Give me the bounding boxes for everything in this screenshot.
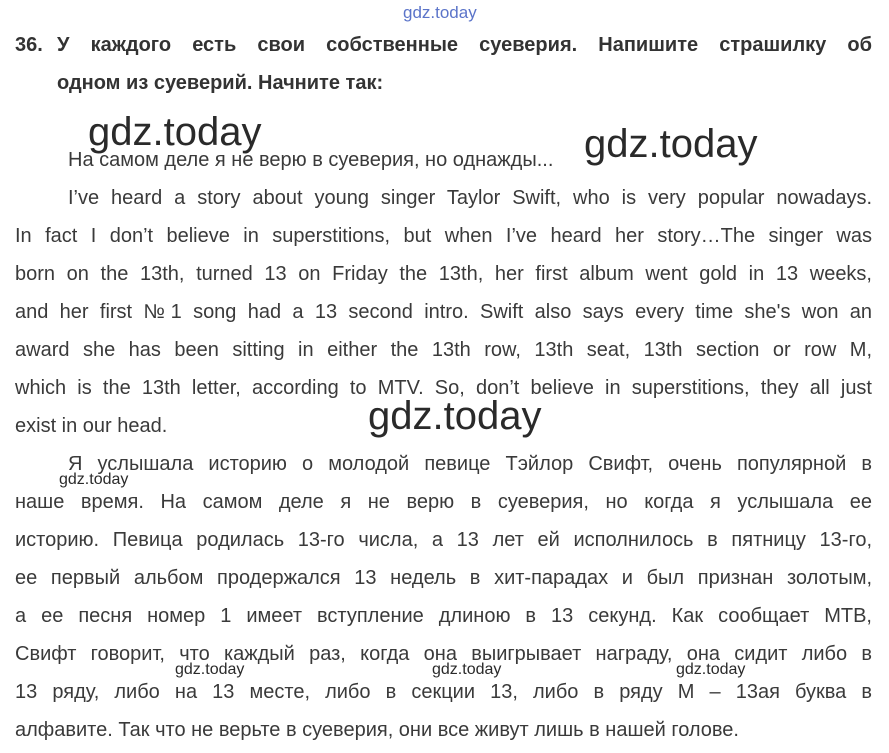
english-line: born on the 13th, turned 13 on Friday the 13th, her first album went gold in 13 weeks, — [15, 263, 872, 285]
english-line: exist in our head. — [15, 415, 168, 437]
english-line: which is the 13th letter, according to MTV. So, don’t believe in superstitions, they all just — [15, 377, 872, 399]
watermark: gdz.today — [368, 394, 542, 438]
watermark: gdz.today — [59, 471, 129, 488]
russian-line: алфавите. Так что не верьте в суеверия, они все живут лишь в нашей голове. — [15, 719, 739, 741]
russian-line: ее первый альбом продержался 13 недель в хит-парадах и был признан золотым, — [15, 567, 872, 589]
english-line: award she has been sitting in either the 13th row, 13th seat, 13th section or row M, — [15, 339, 872, 361]
intro-line: На самом деле я не верю в суеверия, но однажды... — [68, 149, 554, 171]
russian-line: а ее песня номер 1 имеет вступление длиною в 13 секунд. Как сообщает МТВ, — [15, 605, 872, 627]
watermark: gdz.today — [175, 661, 245, 678]
english-line: and her first №1 song had a 13 second intro. Swift also says every time she's won an — [15, 301, 872, 323]
russian-line: Я услышала историю о молодой певице Тэйлор Свифт, очень популярной в — [68, 453, 872, 475]
task-text-line-2: одном из суеверий. Начните так: — [57, 72, 384, 94]
russian-line: Свифт говорит, что каждый раз, когда она выигрывает награду, она сидит либо в — [15, 643, 872, 665]
russian-line: 13 ряду, либо на 13 месте, либо в секции 13, либо в ряду М – 13ая буква в — [15, 681, 872, 703]
task-number: 36. — [15, 34, 43, 56]
watermark: gdz.today — [584, 122, 758, 166]
watermark: gdz.today — [432, 661, 502, 678]
russian-line: историю. Певица родилась 13-го числа, а 13 лет ей исполнилось в пятницу 13-го, — [15, 529, 872, 551]
english-line: In fact I don’t believe in superstitions, but when I’ve heard her story…The singer was — [15, 225, 872, 247]
watermark: gdz.today — [676, 661, 746, 678]
english-line: I’ve heard a story about young singer Taylor Swift, who is very popular nowadays. — [68, 187, 872, 209]
task-text-line-1: У каждого есть свои собственные суеверия. Напишите страшилку об — [57, 34, 872, 56]
watermark-top: gdz.today — [403, 3, 477, 22]
watermark: gdz.today — [88, 110, 262, 154]
russian-line: наше время. На самом деле я не верю в суеверия, но когда я услышала ее — [15, 491, 872, 513]
